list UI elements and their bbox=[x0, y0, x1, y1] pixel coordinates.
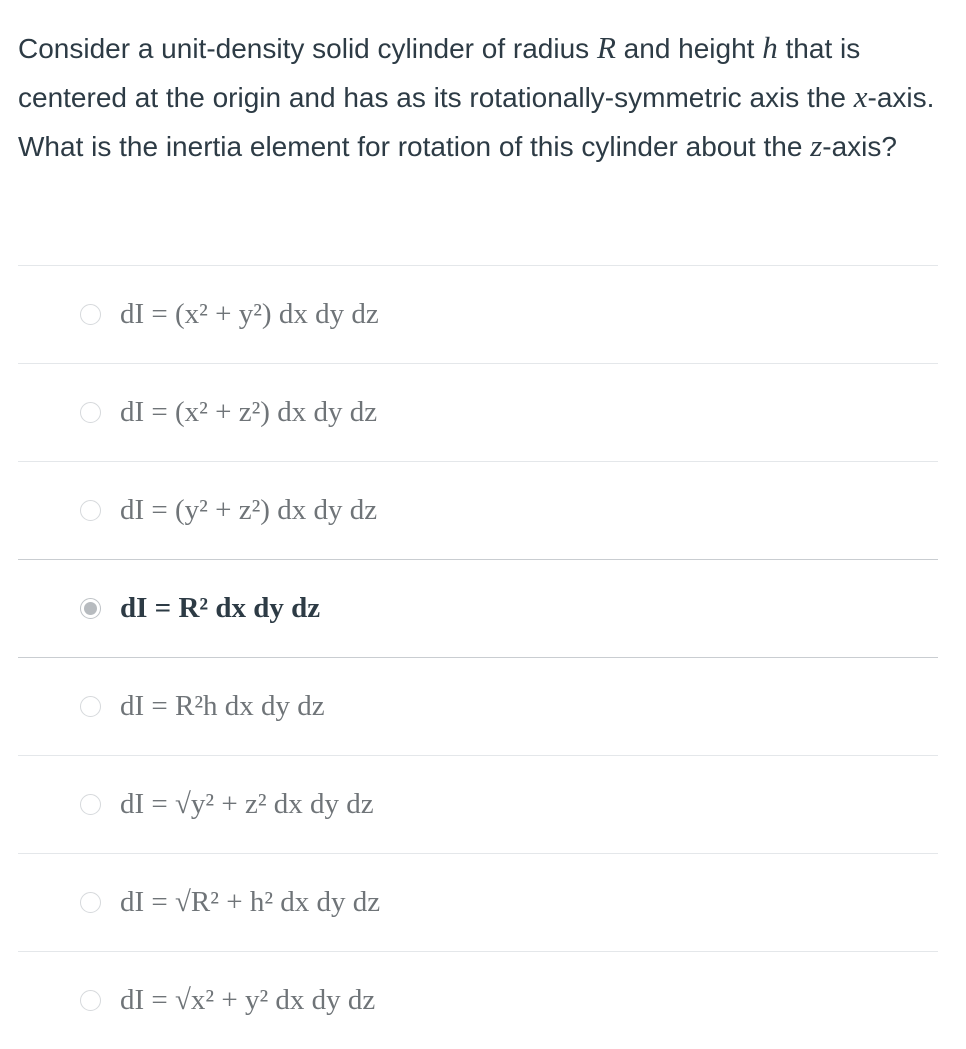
radio-button[interactable] bbox=[80, 794, 101, 815]
answer-option-1[interactable] bbox=[18, 265, 938, 363]
question-part-1: Consider a unit-density solid cylinder of radius bbox=[18, 33, 597, 64]
answer-formula: dI = √x² + y² dx dy dz bbox=[120, 984, 376, 1016]
answer-formula: dI = R² dx dy dz bbox=[120, 592, 321, 624]
radio-button[interactable] bbox=[80, 304, 101, 325]
question-var-z: z bbox=[810, 128, 823, 163]
radio-button[interactable] bbox=[80, 696, 101, 717]
answer-formula: dI = (x² + z²) dx dy dz bbox=[120, 396, 378, 428]
question-var-R: R bbox=[596, 30, 616, 65]
answer-formula: dI = R²h dx dy dz bbox=[120, 690, 325, 722]
answer-option-2[interactable] bbox=[18, 363, 938, 461]
radio-button[interactable] bbox=[80, 892, 101, 913]
question-part-2: and height bbox=[615, 33, 763, 64]
question-part-4: -axis. What is the inertia element for rotation of this cylinder about the bbox=[18, 82, 935, 162]
question-part-5: -axis? bbox=[822, 131, 897, 162]
answer-option-3[interactable] bbox=[18, 461, 938, 559]
answer-option-7[interactable] bbox=[18, 853, 938, 951]
question-text bbox=[18, 24, 948, 171]
question-var-x: x bbox=[853, 79, 868, 114]
answer-option-6[interactable] bbox=[18, 755, 938, 853]
answer-option-8[interactable] bbox=[18, 951, 938, 1049]
answer-list bbox=[18, 265, 938, 1049]
radio-button[interactable] bbox=[80, 402, 101, 423]
answer-option-5[interactable] bbox=[18, 657, 938, 755]
question-var-h: h bbox=[762, 30, 778, 65]
question-part-3: that is centered at the origin and has as its rotationally-symmetric axis the bbox=[18, 33, 861, 113]
answer-formula: dI = √y² + z² dx dy dz bbox=[120, 788, 374, 820]
radio-button[interactable] bbox=[80, 500, 101, 521]
answer-formula: dI = √R² + h² dx dy dz bbox=[120, 886, 381, 918]
answer-formula: dI = (x² + y²) dx dy dz bbox=[120, 298, 379, 330]
answer-option-4[interactable] bbox=[18, 559, 938, 657]
radio-button[interactable] bbox=[80, 990, 101, 1011]
radio-button-selected[interactable] bbox=[80, 598, 101, 619]
answer-formula: dI = (y² + z²) dx dy dz bbox=[120, 494, 378, 526]
